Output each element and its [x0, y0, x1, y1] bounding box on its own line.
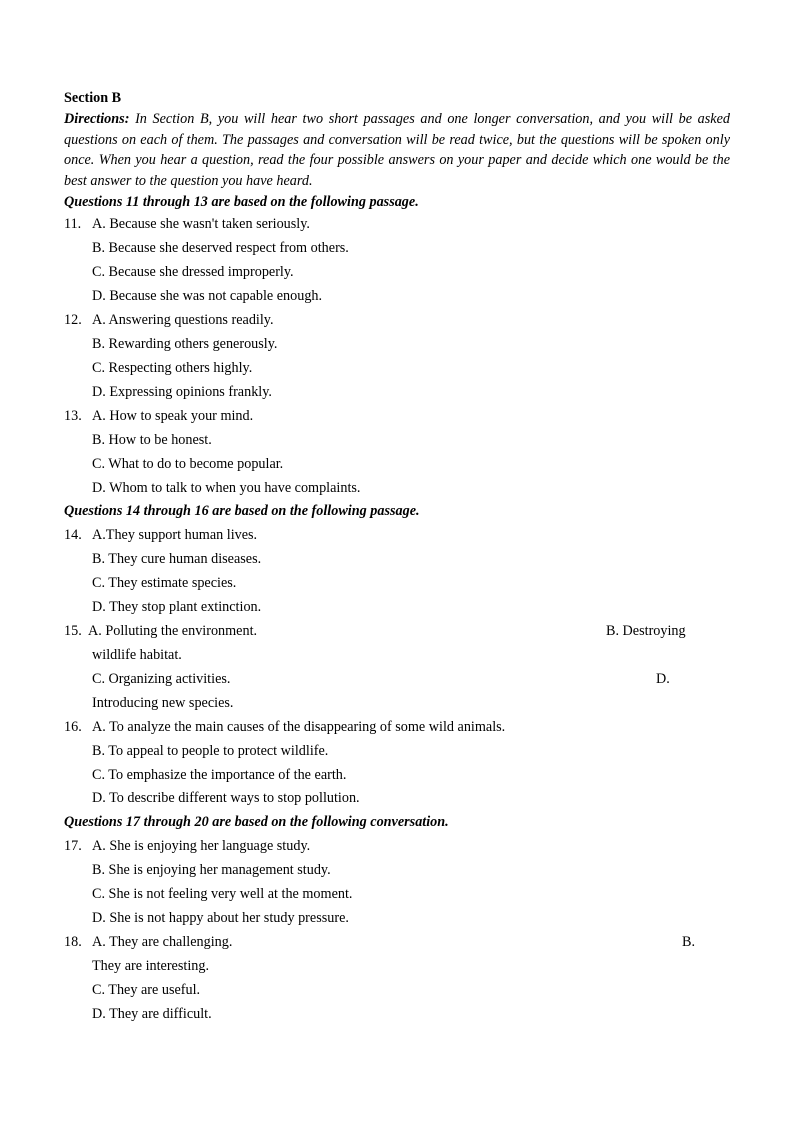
- heading-q11-13: Questions 11 through 13 are based on the following passage.: [64, 194, 419, 210]
- option-b: B. Because she deserved respect from others.: [92, 240, 349, 256]
- question-15: [64, 621, 257, 641]
- option-c: C. They are useful.: [92, 982, 201, 998]
- option-d: D. They stop plant extinction.: [92, 599, 262, 615]
- option-d: D. She is not happy about her study pressure.: [92, 910, 349, 926]
- option-a: A. Because she wasn't taken seriously.: [92, 216, 310, 232]
- option-d: D. To describe different ways to stop pollution.: [92, 790, 360, 806]
- question-16: [64, 717, 505, 737]
- option-a: A. Polluting the environment.: [88, 623, 258, 639]
- option-b: B. To appeal to people to protect wildlife.: [92, 743, 329, 759]
- option-c: C. Organizing activities.: [92, 671, 231, 687]
- question-13: [64, 406, 253, 426]
- question-12: [64, 310, 274, 330]
- option-b-continued: They are interesting.: [92, 958, 209, 974]
- option-d: D. Whom to talk to when you have complaints.: [92, 480, 361, 496]
- directions-label: Directions:: [64, 111, 130, 127]
- option-a: A. Answering questions readily.: [92, 312, 274, 328]
- heading-q17-20: Questions 17 through 20 are based on the following conversation.: [64, 814, 449, 830]
- option-d-continued: Introducing new species.: [92, 695, 234, 711]
- option-c: C. Respecting others highly.: [92, 360, 253, 376]
- question-number: 12.: [64, 312, 82, 328]
- option-b: B. Rewarding others generously.: [92, 336, 278, 352]
- question-11: [64, 214, 310, 234]
- option-a: A. They are challenging.: [92, 934, 233, 950]
- question-number: 11.: [64, 216, 82, 232]
- option-c: C. They estimate species.: [92, 575, 237, 591]
- section-title: Section B: [64, 90, 122, 106]
- option-b: B. How to be honest.: [92, 432, 212, 448]
- option-d: D. Expressing opinions frankly.: [92, 384, 272, 400]
- option-a: A. To analyze the main causes of the disappearing of some wild animals.: [92, 719, 506, 735]
- option-c: C. She is not feeling very well at the moment.: [92, 886, 353, 902]
- option-b: B. They cure human diseases.: [92, 551, 262, 567]
- option-a: A.They support human lives.: [92, 527, 258, 543]
- question-number: 14.: [64, 527, 82, 543]
- option-c: C. Because she dressed improperly.: [92, 264, 294, 280]
- option-a: A. She is enjoying her language study.: [92, 838, 311, 854]
- option-c: C. What to do to become popular.: [92, 456, 284, 472]
- question-number: 17.: [64, 838, 82, 854]
- option-b: B.: [682, 934, 696, 950]
- question-number: 13.: [64, 408, 82, 424]
- question-number: 18.: [64, 934, 82, 950]
- directions-paragraph: [64, 109, 730, 191]
- question-number: 16.: [64, 719, 82, 735]
- option-d: D. They are difficult.: [92, 1006, 212, 1022]
- heading-q14-16: Questions 14 through 16 are based on the following passage.: [64, 503, 420, 519]
- question-number: 15.: [64, 623, 82, 639]
- option-a: A. How to speak your mind.: [92, 408, 254, 424]
- directions-text: In Section B, you will hear two short passages and one longer conversation, and you will be asked questions on each of them. The passages and conversation will be read twice, but the questions will be spoken only once. When you hear a question, read the four possible answers on your paper and decide which one would be the best answer to the question you have heard.: [64, 111, 730, 189]
- option-b: B. She is enjoying her management study.: [92, 862, 331, 878]
- option-b-continued: wildlife habitat.: [92, 647, 182, 663]
- option-b: B. Destroying: [606, 623, 686, 639]
- question-14: [64, 525, 257, 545]
- option-d: D. Because she was not capable enough.: [92, 288, 323, 304]
- question-17: [64, 836, 310, 856]
- question-18: [64, 932, 232, 952]
- option-d: D.: [656, 671, 670, 687]
- option-c: C. To emphasize the importance of the earth.: [92, 767, 347, 783]
